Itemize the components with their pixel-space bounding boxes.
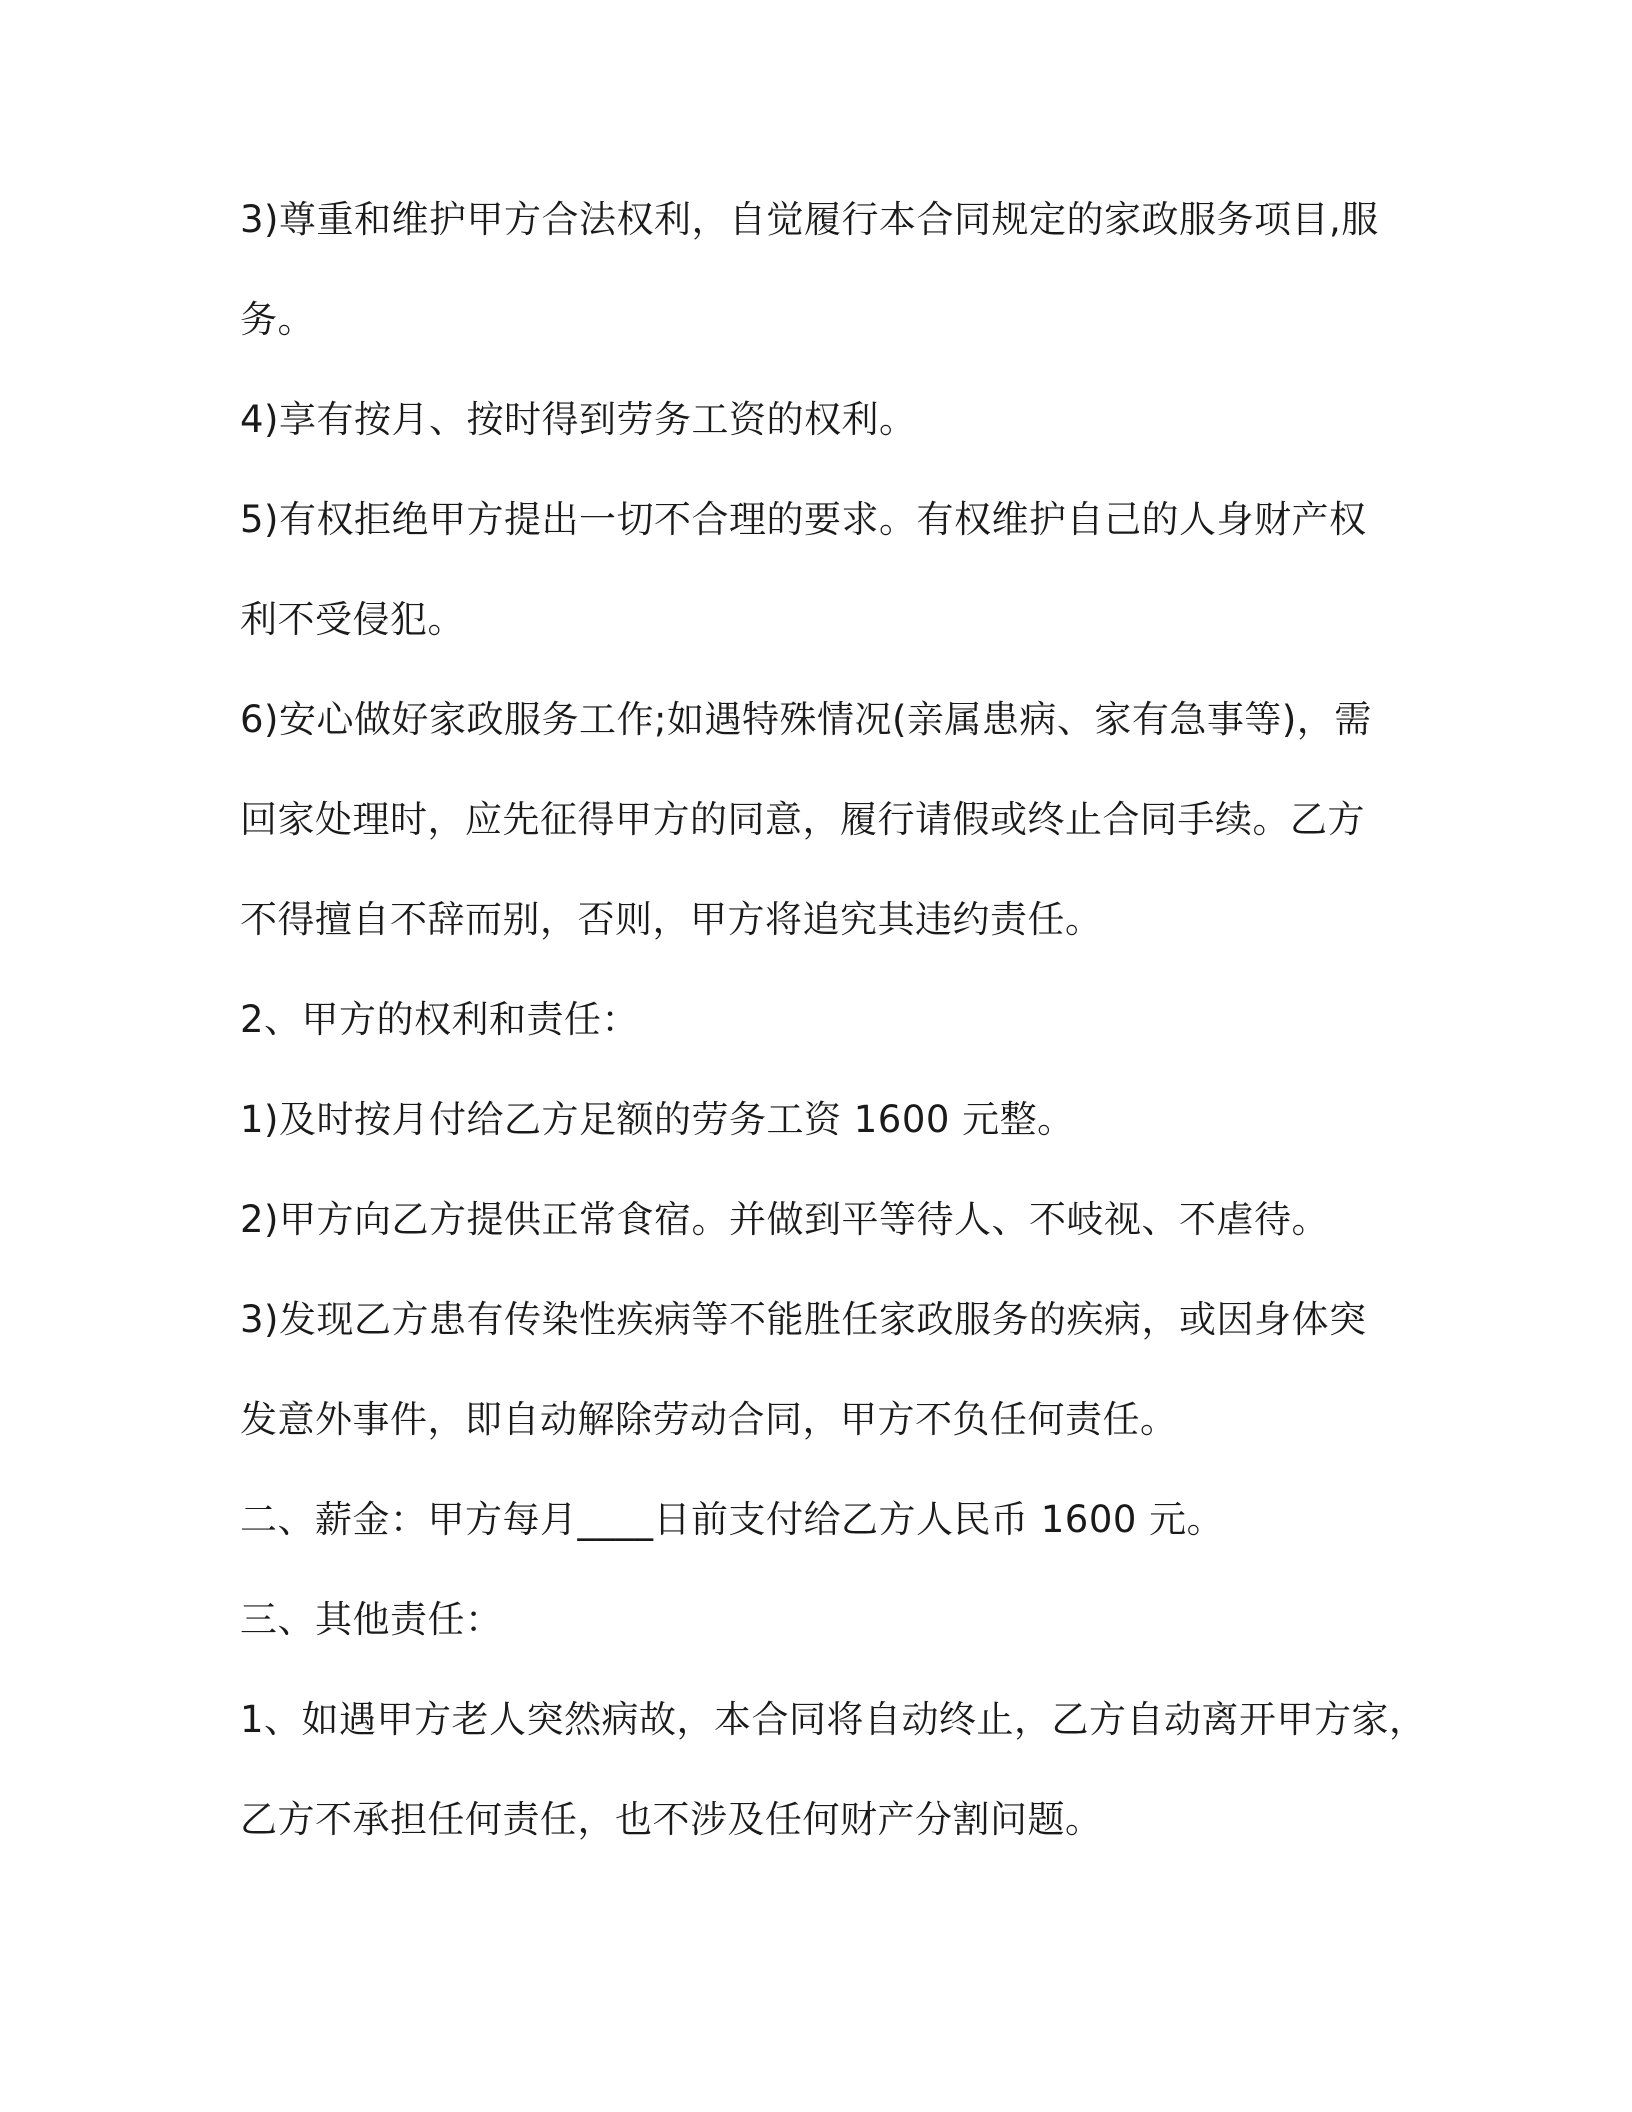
- party-a-clause-1: 1)及时按月付给乙方足额的劳务工资 1600 元整。: [240, 1098, 1075, 1141]
- other-duties-clause-1-line-1: 1、如遇甲方老人突然病故，本合同将自动终止，乙方自动离开甲方家，: [240, 1698, 1427, 1741]
- other-duties-clause-1-line-2: 乙方不承担任何责任，也不涉及任何财产分割问题。: [240, 1798, 1103, 1841]
- party-a-clause-3-line-1: 3)发现乙方患有传染性疾病等不能胜任家政服务的疾病，或因身体突: [240, 1298, 1367, 1341]
- clause-3-line-1: 3)尊重和维护甲方合法权利，自觉履行本合同规定的家政服务项目,服: [240, 198, 1379, 241]
- clause-3-line-2: 务。: [240, 298, 315, 341]
- clause-5-line-2: 利不受侵犯。: [240, 598, 465, 641]
- salary-section: 二、薪金：甲方每月____日前支付给乙方人民币 1600 元。: [240, 1498, 1225, 1541]
- clause-5-line-1: 5)有权拒绝甲方提出一切不合理的要求。有权维护自己的人身财产权: [240, 498, 1367, 541]
- section-heading-other-duties: 三、其他责任：: [240, 1598, 503, 1641]
- party-a-clause-3-line-2: 发意外事件，即自动解除劳动合同，甲方不负任何责任。: [240, 1398, 1178, 1441]
- party-a-clause-2: 2)甲方向乙方提供正常食宿。并做到平等待人、不岐视、不虐待。: [240, 1198, 1329, 1241]
- clause-6-line-1: 6)安心做好家政服务工作;如遇特殊情况(亲属患病、家有急事等)，需: [240, 698, 1372, 741]
- clause-6-line-3: 不得擅自不辞而别，否则，甲方将追究其违约责任。: [240, 898, 1103, 941]
- section-heading-party-a-rights: 2、甲方的权利和责任：: [240, 998, 640, 1041]
- clause-6-line-2: 回家处理时，应先征得甲方的同意，履行请假或终止合同手续。乙方: [240, 798, 1365, 841]
- clause-4-line: 4)享有按月、按时得到劳务工资的权利。: [240, 398, 917, 441]
